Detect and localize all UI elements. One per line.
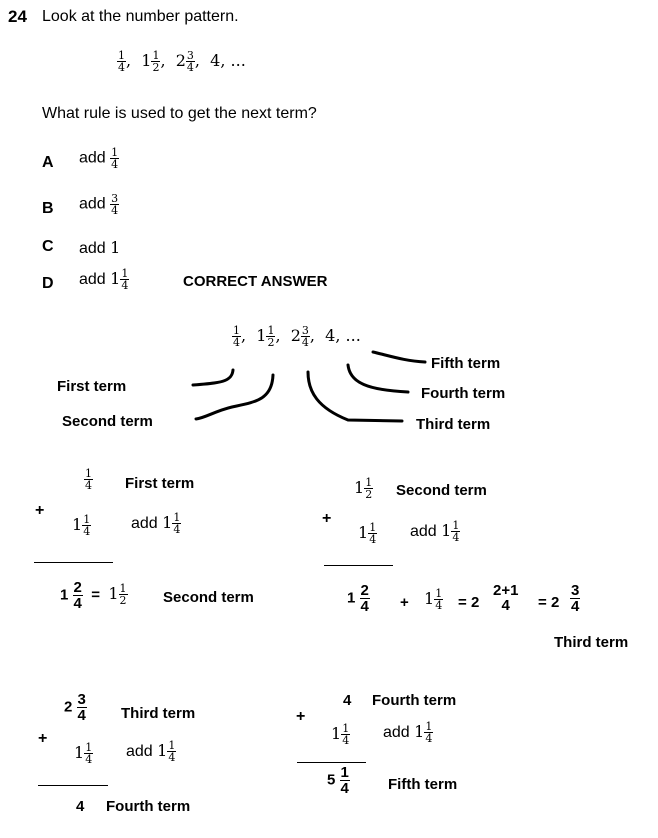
option-c-letter[interactable]: C	[42, 238, 54, 255]
block1-plus: +	[35, 502, 45, 519]
block3-add-text: add 1 $\frac{1}{4}$	[126, 739, 176, 764]
block2-plus-inline: +	[400, 594, 409, 611]
block3-top: 2 $\frac{3}{4}$	[64, 691, 86, 724]
block4-top: 4	[343, 692, 352, 709]
block1-add-text: add 1 $\frac{1}{4}$	[131, 511, 181, 536]
option-b-text[interactable]: add $\frac{3}{4}$	[79, 192, 119, 217]
connector-first-term	[193, 370, 233, 385]
block1-result: 1 $\frac{2}{4}$ = 1 $\frac{1}{2}$	[60, 579, 127, 612]
option-c-text[interactable]: add 1	[79, 238, 121, 257]
block2-equation: = 2	[458, 594, 480, 611]
connector-fourth-term	[348, 365, 408, 392]
correct-answer-label: CORRECT ANSWER	[183, 273, 328, 290]
block4-result: 5 $\frac{1}{4}$	[327, 764, 349, 797]
block4-addend: 1 $\frac{1}{4}$	[331, 722, 350, 747]
label-second-term: Second term	[62, 413, 153, 430]
block2-plus: +	[322, 510, 332, 527]
block3-sum-line	[38, 785, 108, 786]
block1-first-term-label: First term	[125, 475, 195, 492]
block4-sum-line	[297, 762, 366, 763]
block2-eq-fraction: 2+1 4	[493, 582, 519, 614]
rule-question: What rule is used to get the next term?	[42, 105, 317, 122]
block2-final-fraction: $\frac{3}{4}$	[571, 582, 580, 615]
block2-final-eq: = 2	[538, 594, 560, 611]
number-sequence: $\frac{1}{4}$ , 1 $\frac{1}{2}$ , 2 $\frac{3}{4}$ , 4, ...	[118, 49, 246, 74]
block3-result: 4	[76, 798, 85, 815]
option-d-text[interactable]: add 1 $\frac{1}{4}$	[79, 267, 129, 292]
block3-third-term-label: Third term	[121, 705, 196, 722]
question-prompt: Look at the number pattern.	[42, 8, 239, 25]
block2-top-mixed: 1 $\frac{1}{2}$	[354, 476, 373, 501]
label-fourth-term: Fourth term	[421, 385, 506, 402]
label-third-term: Third term	[416, 416, 491, 433]
block2-second-term-label: Second term	[396, 482, 487, 499]
block1-addend: 1 $\frac{1}{4}$	[72, 513, 91, 538]
question-number: 24	[8, 7, 27, 26]
block4-fourth-term-label: Fourth term	[372, 692, 457, 709]
block3-addend: 1 $\frac{1}{4}$	[74, 741, 93, 766]
term-two-and-three-fourths: 2 $\frac{3}{4}$	[175, 49, 194, 74]
option-d-letter[interactable]: D	[42, 275, 54, 292]
term-four-ellipsis: 4, ...	[210, 51, 246, 70]
block2-add-text: add 1 $\frac{1}{4}$	[410, 519, 460, 544]
block4-fifth-term-label: Fifth term	[388, 776, 458, 793]
block1-top-fraction: $\frac{1}{4}$	[85, 467, 92, 492]
block2-addend: 1 $\frac{1}{4}$	[358, 521, 377, 546]
option-b-letter[interactable]: B	[42, 200, 54, 217]
connector-fifth-term	[373, 352, 425, 362]
term-one-fourth: $\frac{1}{4}$	[118, 49, 125, 74]
block1-second-term-label: Second term	[163, 589, 254, 606]
block4-add-text: add 1 $\frac{1}{4}$	[383, 720, 433, 745]
term-one-and-half: 1 $\frac{1}{2}$	[141, 49, 160, 74]
block2-result: 1 $\frac{2}{4}$	[347, 582, 369, 615]
label-first-term: First term	[57, 378, 127, 395]
option-a-letter[interactable]: A	[42, 154, 54, 171]
block2-inline-addend: 1 $\frac{1}{4}$	[424, 587, 443, 612]
block4-plus: +	[296, 708, 306, 725]
connector-second-term	[196, 375, 273, 419]
block1-sum-line	[34, 562, 113, 563]
diagram-sequence: $\frac{1}{4}$ , 1 $\frac{1}{2}$ , 2 $\frac{3}{4}$ , 4, ...	[233, 324, 361, 349]
block2-sum-line	[324, 565, 393, 566]
option-a-text[interactable]: add $\frac{1}{4}$	[79, 146, 119, 171]
block2-third-term-label: Third term	[554, 634, 629, 651]
block3-fourth-term-label: Fourth term	[106, 798, 191, 815]
label-fifth-term: Fifth term	[431, 355, 501, 372]
block3-plus: +	[38, 730, 48, 747]
